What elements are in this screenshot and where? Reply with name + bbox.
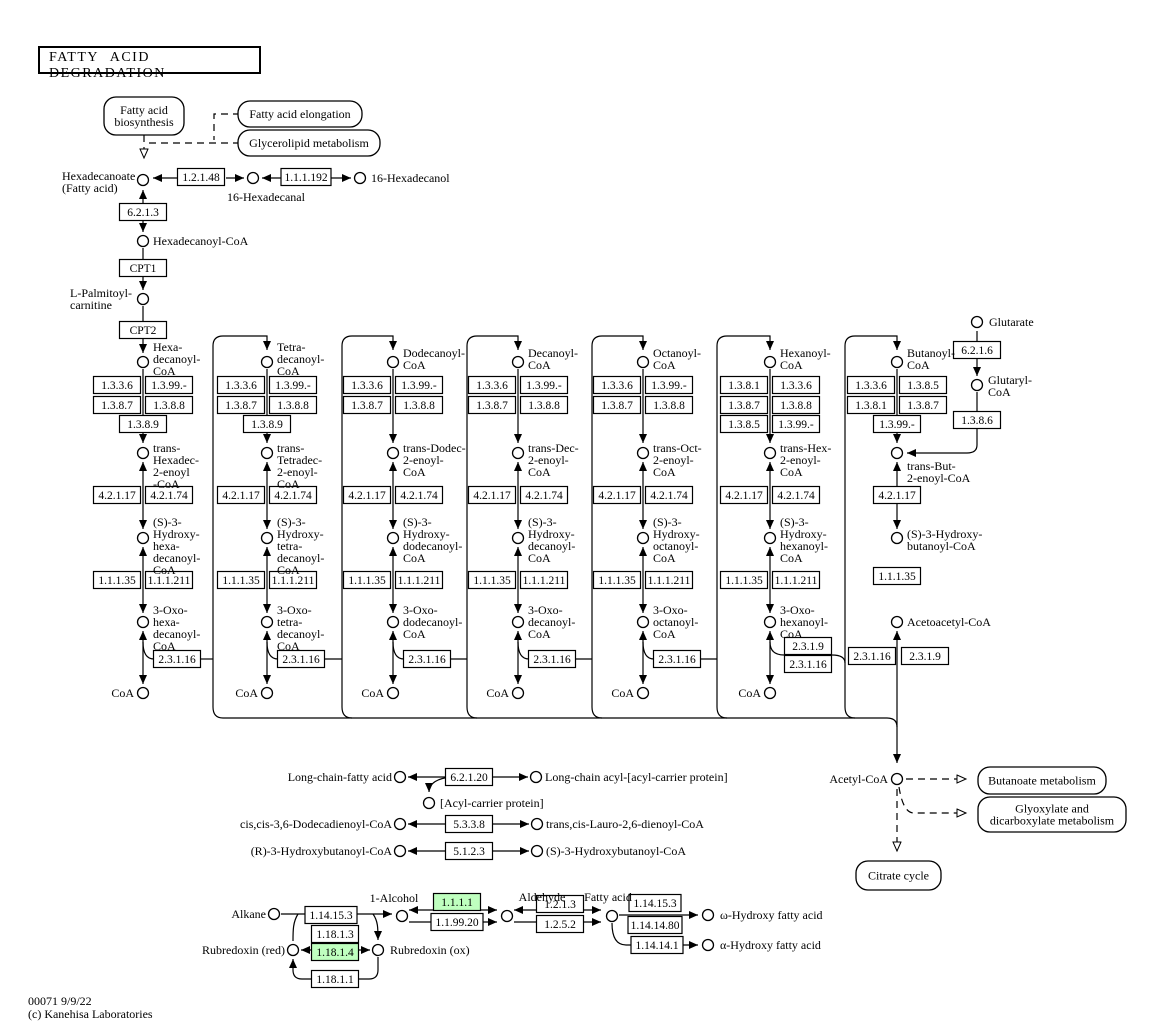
compound-label: CoA <box>111 686 134 700</box>
metabolite-coa-4[interactable] <box>513 688 524 699</box>
enzyme-label: 2.3.1.9 <box>909 651 941 663</box>
metabolite-cis-cis-3-6-dodecadienoyl-coa[interactable] <box>395 819 406 830</box>
compound-label: (S)-3-Hydroxy-tetra-decanoyl-CoA <box>277 515 325 577</box>
enzyme-label: 2.3.1.16 <box>658 654 696 666</box>
enzyme-label: 1.1.1.192 <box>284 172 328 184</box>
compound-label: trans-Hex-2-enoyl-CoA <box>780 441 832 479</box>
enzyme-label: 2.3.1.9 <box>792 641 824 653</box>
compound-label: Hexadecanoate (Fatty acid) <box>62 169 136 195</box>
enzyme-label: 1.3.99.- <box>401 380 437 392</box>
metabolite-glutaryl-coa[interactable] <box>972 380 983 391</box>
enzyme-label: 1.3.8.9 <box>251 419 283 431</box>
enzyme-label: 1.3.8.8 <box>153 400 185 412</box>
compound-label: Glutaryl-CoA <box>988 373 1032 399</box>
reaction-line <box>467 659 477 718</box>
metabolite-1-alcohol[interactable] <box>397 911 408 922</box>
enzyme-label: 1.18.1.1 <box>316 974 354 986</box>
enzyme-label: 1.1.1.35 <box>222 575 260 587</box>
metabolite-s-3-hydroxybutanoyl-coa[interactable] <box>892 533 903 544</box>
reaction-line <box>393 642 404 659</box>
metabolite-alpha-hydroxy-fatty-acid[interactable] <box>703 940 714 951</box>
metabolite-3-oxohexanoyl-coa[interactable] <box>765 617 776 628</box>
metabolite-octanoyl-coa[interactable] <box>638 357 649 368</box>
metabolite-rubredoxin-ox[interactable] <box>373 945 384 956</box>
enzyme-label: 1.3.99.- <box>275 380 311 392</box>
compound-label: Glutarate <box>989 315 1034 329</box>
metabolite-3-oxohexadecanoyl-coa[interactable] <box>138 617 149 628</box>
compound-label: 3-Oxo-decanoyl-CoA <box>528 603 576 641</box>
compound-label: 3-Oxo-tetra-decanoyl-CoA <box>277 603 325 653</box>
compound-label: CoA <box>738 686 761 700</box>
enzyme-label: 2.3.1.16 <box>282 654 320 666</box>
enzyme-label: 4.2.1.17 <box>473 490 511 502</box>
compound-label: CoA <box>361 686 384 700</box>
enzyme-label: 1.3.99.- <box>778 419 814 431</box>
enzyme-label: 4.2.1.74 <box>400 490 438 502</box>
pathway-link-label: Glycerolipid metabolism <box>249 136 369 150</box>
enzyme-label: 1.1.1.211 <box>774 575 818 587</box>
metabolite-glutarate[interactable] <box>972 317 983 328</box>
reaction-line <box>770 642 784 655</box>
enzyme-label: CPT1 <box>129 263 157 275</box>
metabolite-coa-5[interactable] <box>638 688 649 699</box>
reaction-line <box>643 642 654 659</box>
compound-label: trans,cis-Lauro-2,6-dienoyl-CoA <box>546 817 704 831</box>
compound-label: trans-Tetradec-2-enoyl-CoA <box>277 441 323 491</box>
reaction-line <box>213 659 223 718</box>
pathway-link-label: Citrate cycle <box>868 868 929 883</box>
metabolite-r-3-hydroxybutanoyl-coa[interactable] <box>395 846 406 857</box>
enzyme-label: 4.2.1.74 <box>777 490 815 502</box>
metabolite-acyl-carrier-protein[interactable] <box>424 798 435 809</box>
compound-label: Rubredoxin (red) <box>202 943 285 957</box>
enzyme-label: 1.3.8.1 <box>728 380 760 392</box>
pathway-link-label: Butanoate metabolism <box>988 773 1096 788</box>
enzyme-label: 4.2.1.74 <box>650 490 688 502</box>
enzyme-label: 2.3.1.16 <box>158 654 196 666</box>
compound-label: 3-Oxo-hexanoyl-CoA <box>780 603 828 641</box>
compound-label: Fatty acid <box>584 890 632 904</box>
compound-label: CoA <box>235 686 258 700</box>
enzyme-label: 1.3.8.5 <box>728 419 760 431</box>
enzyme-label: 1.3.8.7 <box>728 400 760 412</box>
enzyme-label: 1.3.99.- <box>526 380 562 392</box>
compound-label: (S)-3-Hydroxy-octanoyl-CoA <box>653 515 700 565</box>
metabolite-hexadecanoyl-coa[interactable] <box>138 236 149 247</box>
enzyme-label: 1.18.1.4 <box>316 947 354 959</box>
pathway-relation-line <box>899 787 966 813</box>
metabolite-fatty-acid[interactable] <box>607 911 618 922</box>
compound-label: (S)-3-Hydroxy-dodecanoyl-CoA <box>403 515 463 565</box>
metabolite-decanoyl-coa[interactable] <box>513 357 524 368</box>
enzyme-label: 4.2.1.17 <box>222 490 260 502</box>
enzyme-label: 2.3.1.16 <box>789 659 827 671</box>
metabolite-nodes <box>138 173 983 956</box>
enzyme-label: 1.1.1.211 <box>647 575 691 587</box>
reaction-line <box>592 659 602 718</box>
metabolite-s-3-hydroxybutanoyl-coa-2[interactable] <box>532 846 543 857</box>
metabolite-hexadecanoyl-coa-cycle[interactable] <box>138 357 149 368</box>
compound-label: Decanoyl-CoA <box>528 346 578 372</box>
compound-label: (S)-3-Hydroxy-decanoyl-CoA <box>528 515 576 565</box>
compound-label: 1-Alcohol <box>369 891 419 905</box>
metabolite-rubredoxin-red[interactable] <box>288 945 299 956</box>
metabolite-trans-but-2-enoyl-coa[interactable] <box>892 448 903 459</box>
enzyme-label: 1.1.1.35 <box>725 575 763 587</box>
metabolite-s-3-hydroxydodecanoyl-coa[interactable] <box>388 533 399 544</box>
enzyme-label: 1.3.8.7 <box>601 400 633 412</box>
compound-label: 16-Hexadecanol <box>371 171 450 185</box>
compound-label: Aldehyde <box>518 890 566 904</box>
compound-label: trans-Dec-2-enoyl-CoA <box>528 441 579 479</box>
enzyme-label: 1.14.14.80 <box>630 920 680 932</box>
metabolite-s-3-hydroxyhexanoyl-coa[interactable] <box>765 533 776 544</box>
reaction-line <box>845 663 855 718</box>
pathway-link-label: Fatty acid elongation <box>249 107 351 121</box>
enzyme-label: 1.3.8.7 <box>225 400 257 412</box>
enzyme-label: 4.2.1.74 <box>274 490 312 502</box>
compound-label: (S)-3-Hydroxy-hexanoyl-CoA <box>780 515 828 565</box>
enzyme-label: 1.1.1.211 <box>147 575 191 587</box>
pathway-link-label: Fatty acid biosynthesis <box>114 103 174 129</box>
enzyme-label: 2.3.1.16 <box>533 654 571 666</box>
metabolite-coa-3[interactable] <box>388 688 399 699</box>
enzyme-label: 1.3.3.6 <box>101 380 133 392</box>
enzyme-label: 1.3.8.8 <box>403 400 435 412</box>
footer-copyright: (c) Kanehisa Laboratories <box>28 1007 153 1021</box>
metabolite-hexadecanoate[interactable] <box>138 175 149 186</box>
metabolite-aldehyde[interactable] <box>502 911 513 922</box>
enzyme-label: 1.3.99.- <box>651 380 687 392</box>
enzyme-label: 1.1.1.35 <box>348 575 386 587</box>
reaction-line <box>342 659 352 718</box>
enzyme-label: 1.3.8.7 <box>476 400 508 412</box>
enzyme-label: 1.2.1.3 <box>544 899 576 911</box>
compound-label: trans-Dodec-2-enoyl-CoA <box>403 441 466 479</box>
metabolite-16-hexadecanal[interactable] <box>248 173 259 184</box>
enzyme-label: 2.3.1.16 <box>853 651 891 663</box>
compound-label: 3-Oxo-octanoyl-CoA <box>653 603 699 641</box>
enzyme-label: 1.14.15.3 <box>309 910 353 922</box>
metabolite-3-oxooctanoyl-coa[interactable] <box>638 617 649 628</box>
reaction-line <box>373 914 378 940</box>
compound-label: Alkane <box>231 907 266 921</box>
pathway-relation-line <box>214 114 240 140</box>
enzyme-label: 1.3.3.6 <box>351 380 383 392</box>
compound-label: Long-chain-fatty acid <box>287 770 392 784</box>
enzyme-label: 1.3.3.6 <box>780 380 812 392</box>
metabolite-acetyl-coa[interactable] <box>892 774 903 785</box>
enzyme-label: 4.2.1.17 <box>598 490 636 502</box>
metabolite-trans-dodec-2-enoyl-coa[interactable] <box>388 448 399 459</box>
metabolite-s-3-hydroxyoctanoyl-coa[interactable] <box>638 533 649 544</box>
enzyme-label: 1.3.8.8 <box>780 400 812 412</box>
compound-label: CoA <box>611 686 634 700</box>
compound-label: 3-Oxo-dodecanoyl-CoA <box>403 603 463 641</box>
metabolite-trans-hex-2-enoyl-coa[interactable] <box>765 448 776 459</box>
metabolite-s-3-hydroxytetradecanoyl-coa[interactable] <box>262 533 273 544</box>
compound-label: α-Hydroxy fatty acid <box>720 938 821 952</box>
compound-label: [Acyl-carrier protein] <box>440 796 544 810</box>
reaction-line <box>518 642 529 659</box>
enzyme-label: 1.1.1.35 <box>98 575 136 587</box>
metabolite-trans-tetradec-2-enoyl-coa[interactable] <box>262 448 273 459</box>
enzyme-label: 1.18.1.3 <box>316 929 354 941</box>
metabolite-3-oxododecanoyl-coa[interactable] <box>388 617 399 628</box>
enzyme-label: 4.2.1.17 <box>725 490 763 502</box>
enzyme-label: 6.2.1.6 <box>961 345 993 357</box>
enzyme-label: 1.3.8.1 <box>855 400 887 412</box>
metabolite-s-3-hydroxyhexadecanoyl-coa[interactable] <box>138 533 149 544</box>
enzyme-label: 6.2.1.3 <box>127 207 159 219</box>
enzyme-label: 5.1.2.3 <box>453 846 485 858</box>
enzyme-label: 1.3.8.9 <box>127 419 159 431</box>
enzyme-label: 1.3.3.6 <box>601 380 633 392</box>
enzyme-label: 1.3.99.- <box>879 419 915 431</box>
metabolite-trans-hexadec-2-enoyl-coa[interactable] <box>138 448 149 459</box>
enzyme-label: 1.3.8.7 <box>101 400 133 412</box>
enzyme-label: CPT2 <box>129 325 157 337</box>
compound-label: Acetyl-CoA <box>829 772 888 786</box>
footer <box>28 995 153 1021</box>
enzyme-label: 1.3.8.8 <box>277 400 309 412</box>
reaction-line <box>293 914 298 941</box>
enzyme-label: 1.3.3.6 <box>476 380 508 392</box>
compound-label: ω-Hydroxy fatty acid <box>720 908 823 922</box>
compound-label: cis,cis-3,6-Dodecadienoyl-CoA <box>240 817 392 831</box>
compound-label: Hexanoyl-CoA <box>780 346 831 372</box>
compound-label: L-Palmitoyl-carnitine <box>70 286 132 312</box>
metabolite-trans-cis-lauro-2-6-dienoyl-coa[interactable] <box>532 819 543 830</box>
enzyme-label: 1.1.1.35 <box>598 575 636 587</box>
metabolite-dodecanoyl-coa[interactable] <box>388 357 399 368</box>
metabolite-acetoacetyl-coa[interactable] <box>892 617 903 628</box>
enzyme-label: 1.1.1.35 <box>878 571 916 583</box>
enzyme-label: 2.3.1.16 <box>408 654 446 666</box>
metabolite-long-chain-fatty-acid[interactable] <box>395 772 406 783</box>
metabolite-3-oxotetradecanoyl-coa[interactable] <box>262 617 273 628</box>
metabolite-tetradecanoyl-coa[interactable] <box>262 357 273 368</box>
compound-label: Acetoacetyl-CoA <box>907 615 991 629</box>
enzyme-label: 1.1.1.211 <box>271 575 315 587</box>
reaction-line <box>832 655 845 663</box>
metabolite-trans-dec-2-enoyl-coa[interactable] <box>513 448 524 459</box>
metabolite-trans-oct-2-enoyl-coa[interactable] <box>638 448 649 459</box>
compound-label: (S)-3-Hydroxy-butanoyl-CoA <box>907 527 983 553</box>
enzyme-label: 1.1.1.35 <box>473 575 511 587</box>
enzyme-label: 4.2.1.17 <box>878 490 916 502</box>
metabolite-labels <box>62 169 1034 957</box>
metabolite-hexanoyl-coa[interactable] <box>765 357 776 368</box>
metabolite-butanoyl-coa[interactable] <box>892 357 903 368</box>
compound-label: trans-But-2-enoyl-CoA <box>907 459 971 485</box>
enzyme-label: 1.1.1.1 <box>441 897 473 909</box>
enzyme-label: 4.2.1.17 <box>348 490 386 502</box>
compound-label: Long-chain acyl-[acyl-carrier protein] <box>545 770 728 784</box>
compound-label: (S)-3-Hydroxybutanoyl-CoA <box>546 844 686 858</box>
metabolite-omega-hydroxy-fatty-acid[interactable] <box>703 910 714 921</box>
metabolite-coa-1[interactable] <box>138 688 149 699</box>
compound-label: (R)-3-Hydroxybutanoyl-CoA <box>250 844 392 858</box>
compound-label: Butanoyl-CoA <box>907 346 955 372</box>
reaction-line <box>717 659 727 718</box>
enzyme-label: 1.14.15.3 <box>633 898 677 910</box>
metabolite-16-hexadecanol[interactable] <box>355 173 366 184</box>
compound-label: Hexa-decanoyl-CoA <box>153 340 201 378</box>
compound-label: CoA <box>486 686 509 700</box>
enzyme-label: 1.2.1.48 <box>182 172 220 184</box>
enzyme-label: 4.2.1.17 <box>98 490 136 502</box>
enzyme-label: 1.3.8.6 <box>961 415 993 427</box>
enzyme-label: 1.3.3.6 <box>855 380 887 392</box>
enzyme-label: 5.3.3.8 <box>453 819 485 831</box>
enzyme-label: 1.2.5.2 <box>544 919 576 931</box>
compound-label: trans-Oct-2-enoyl-CoA <box>653 441 702 479</box>
enzyme-label: 1.3.8.7 <box>907 400 939 412</box>
enzyme-label: 1.3.8.8 <box>653 400 685 412</box>
enzyme-label: 1.1.1.211 <box>397 575 441 587</box>
compound-label: Dodecanoyl-CoA <box>403 346 465 372</box>
compound-label: 3-Oxo-hexa-decanoyl-CoA <box>153 603 201 653</box>
metabolite-3-oxodecanoyl-coa[interactable] <box>513 617 524 628</box>
enzyme-label: 1.1.99.20 <box>435 917 479 929</box>
pathway-link-label: Glyoxylate and dicarboxylate metabolism <box>989 801 1115 828</box>
enzyme-label: 4.2.1.74 <box>150 490 188 502</box>
compound-label: trans-Hexadec-2-enoyl -CoA <box>153 441 199 491</box>
enzyme-label: 1.1.1.211 <box>522 575 566 587</box>
metabolite-coa-2[interactable] <box>262 688 273 699</box>
enzyme-label: 1.3.8.8 <box>528 400 560 412</box>
compound-label: (S)-3-Hydroxy-hexa-decanoyl-CoA <box>153 515 201 577</box>
enzyme-label: 1.3.8.5 <box>907 380 939 392</box>
enzyme-label: 4.2.1.74 <box>525 490 563 502</box>
enzyme-label: 1.14.14.1 <box>635 940 679 952</box>
reaction-line <box>223 718 897 727</box>
metabolite-l-palmitoyl-carnitine[interactable] <box>138 294 149 305</box>
metabolite-alkane[interactable] <box>269 909 280 920</box>
footer-map-id: 00071 9/9/22 <box>28 994 92 1008</box>
enzyme-label: 1.3.3.6 <box>225 380 257 392</box>
metabolite-s-3-hydroxydecanoyl-coa[interactable] <box>513 533 524 544</box>
compound-label: Hexadecanoyl-CoA <box>153 234 249 248</box>
pathway-title-box: FATTY ACID DEGRADATION <box>38 46 261 74</box>
compound-label: Octanoyl-CoA <box>653 346 701 372</box>
enzyme-label: 1.3.99.- <box>151 380 187 392</box>
enzyme-label: 6.2.1.20 <box>450 772 488 784</box>
enzyme-label: 1.3.8.7 <box>351 400 383 412</box>
compound-label: Rubredoxin (ox) <box>390 943 470 957</box>
compound-label: 16-Hexadecanal <box>227 190 305 204</box>
compound-label: Tetra-decanoyl-CoA <box>277 340 325 378</box>
metabolite-long-chain-acyl-acp[interactable] <box>531 772 542 783</box>
metabolite-coa-6[interactable] <box>765 688 776 699</box>
